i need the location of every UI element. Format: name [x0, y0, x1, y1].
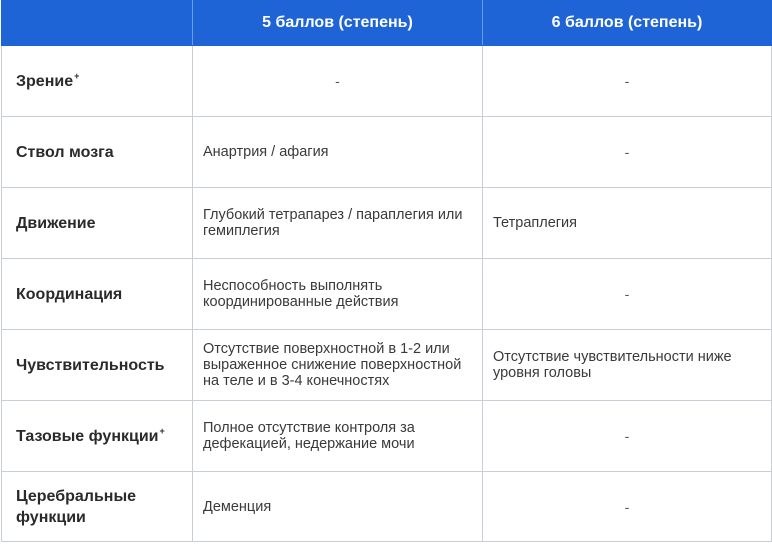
- table-header-row: [2, 1, 772, 46]
- disability-scale-table: [1, 0, 772, 542]
- cell-6-points: -: [483, 117, 772, 188]
- row-label-text: Церебральные функции: [16, 487, 137, 526]
- cell-6-points: Тетраплегия: [483, 188, 772, 259]
- cell-5-points: Глубокий тетрапарез / параплегия или гемиплегия: [193, 188, 483, 259]
- cell-6-points: -: [483, 259, 772, 330]
- table-row: [2, 46, 772, 117]
- row-label: [2, 46, 193, 117]
- table-row: [2, 472, 772, 542]
- footnote-marker: +: [74, 71, 80, 82]
- cell-5-points: Неспособность выполнять координированные действия: [193, 259, 483, 330]
- row-label: [2, 401, 193, 472]
- row-label-text: Зрение: [16, 72, 74, 90]
- cell-5-points: Деменция: [193, 472, 483, 542]
- row-label-text: Движение: [16, 214, 96, 232]
- cell-5-points: -: [193, 46, 483, 117]
- row-label: [2, 472, 193, 542]
- cell-6-points: -: [483, 401, 772, 472]
- table-row: [2, 117, 772, 188]
- cell-5-points: Полное отсутствие контроля за дефекацией, недержание мочи: [193, 401, 483, 472]
- footnote-marker: +: [159, 426, 165, 437]
- row-label-text: Координация: [16, 285, 123, 303]
- header-corner-cell: [2, 1, 193, 46]
- cell-6-points: -: [483, 472, 772, 542]
- header-5-points: 5 баллов (степень): [193, 1, 483, 46]
- row-label: [2, 259, 193, 330]
- row-label-text: Ствол мозга: [16, 143, 114, 161]
- cell-6-points: -: [483, 46, 772, 117]
- row-label: [2, 330, 193, 401]
- row-label-text: Тазовые функции: [16, 427, 159, 445]
- row-label: [2, 188, 193, 259]
- cell-6-points: Отсутствие чувствительности ниже уровня головы: [483, 330, 772, 401]
- table-row: [2, 330, 772, 401]
- table-row: [2, 188, 772, 259]
- table-row: [2, 259, 772, 330]
- cell-5-points: Анартрия / афагия: [193, 117, 483, 188]
- table-row: [2, 401, 772, 472]
- row-label-text: Чувствительность: [16, 356, 165, 374]
- row-label: [2, 117, 193, 188]
- cell-5-points: Отсутствие поверхностной в 1-2 или выраженное снижение поверхностной на теле и в 3-4 конечностях: [193, 330, 483, 401]
- header-6-points: 6 баллов (степень): [483, 1, 772, 46]
